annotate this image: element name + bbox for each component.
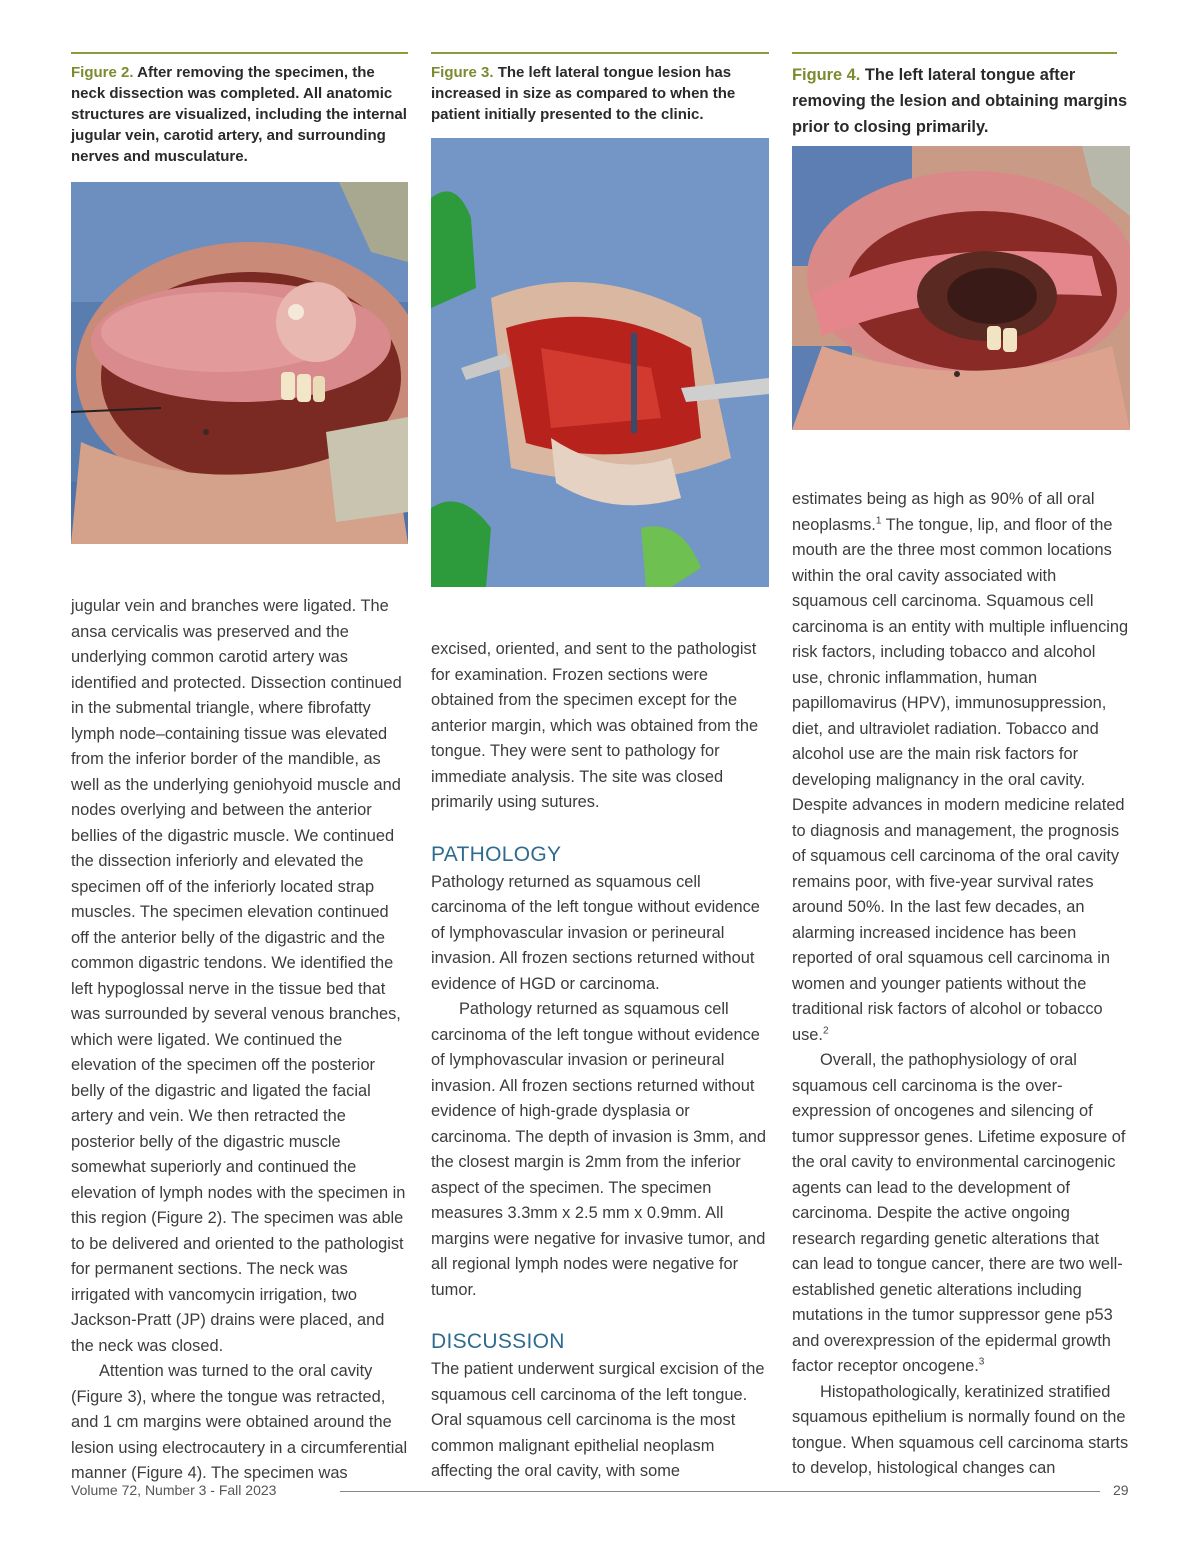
col2-body (431, 637, 769, 1485)
col2-paragraph-1: excised, oriented, and sent to the pathologist for examination. Frozen sections were obtained from the specimen except for the anterior margin, which was obtained from the tongue. They were sent to pathology for immediate analysis. The site was closed primarily using sutures. (431, 640, 759, 811)
col3-paragraph-2-text: Overall, the pathophysiology of oral squamous cell carcinoma is the over-expression of oncogenes and silencing of tumor suppressor genes. Lifetime exposure of the oral cavity to environmental carcinogenic agents can lead to the development of carcinoma. Despite the active ongoing research regarding genetic alterations that can lead to tongue cancer, there are two well-established genetic alterations including mutations in the tumor suppressor gene p53 and overexpression of the epidermal growth factor receptor oncogene. (792, 1051, 1126, 1375)
figure-2-text: After removing the specimen, the neck dissection was completed. All anatomic structures are visualized, including the internal jugular vein, carotid artery, and surrounding nerves and musculature. (71, 64, 407, 165)
figure-4-text: The left lateral tongue after removing the lesion and obtaining margins prior to closing primarily. (792, 66, 1128, 136)
col2-paragraph-2: Pathology returned as squamous cell carcinoma of the left tongue without evidence of lymphovascular invasion or perineural invasion. All frozen sections returned without evidence of HGD or carcinoma. (431, 872, 760, 993)
figure-2-photo (71, 182, 408, 544)
figure-3-text: The left lateral tongue lesion has increased in size as compared to when the patient initially presented to the clinic. (431, 64, 736, 123)
figure-4-caption (792, 62, 1130, 140)
discussion-heading: DISCUSSION (431, 1330, 565, 1353)
figure-3-caption (431, 62, 769, 125)
col3-paragraph-1-a: estimates being as high as 90% of all oral neoplasms. (792, 490, 1095, 534)
caption-rule (792, 52, 1117, 54)
col1-paragraph-2: Attention was turned to the oral cavity (Figure 3), where the tongue was retracted, and 1 cm margins were obtained around the lesion using electrocautery in a circumferential manner (Figure 4). The specimen was (71, 1362, 408, 1482)
reference-3: 3 (978, 1356, 985, 1368)
page-number: 29 (1113, 1482, 1129, 1498)
figure-4-photo (792, 146, 1130, 430)
reference-1: 1 (875, 515, 882, 527)
caption-rule (431, 52, 769, 54)
figure-3-label: Figure 3. (431, 64, 494, 81)
col3-paragraph-2 (792, 1048, 1130, 1380)
col3-paragraph-3: Histopathologically, keratinized stratified squamous epithelium is normally found on the tongue. When squamous cell carcinoma starts to develop, histological changes can (792, 1382, 1129, 1477)
figure-4-label: Figure 4. (792, 66, 861, 84)
figure-2-label: Figure 2. (71, 64, 134, 81)
col1-paragraph-1: jugular vein and branches were ligated. The ansa cervicalis was preserved and the underlying common carotid artery was identified and protected. Dissection continued in the submental triangle, where fibrofatty lymph node–containing tissue was elevated from the inferior border of the mandible, as well as the underlying geniohyoid muscle and nodes overlying and between the anterior bellies of the digastric muscle. We continued the dissection inferiorly and elevated the specimen off of the inferiorly located strap muscles. The specimen elevation continued off the anterior belly of the digastric and the common digastric tendons. We identified the left hypoglossal nerve in the tissue bed that was surrounded by several venous branches, which were ligated. We continued the elevation of the specimen off the posterior belly of the digastric and ligated the facial artery and vein. We then retracted the posterior belly of the digastric muscle somewhat superiorly and continued the elevation of lymph nodes with the specimen in this region (Figure 2). The specimen was able to be delivered and oriented to the pathologist for permanent sections. The neck was irrigated with vancomycin irrigation, two Jackson-Pratt (JP) drains were placed, and the neck was closed. (71, 597, 406, 1355)
reference-2: 2 (822, 1025, 829, 1037)
col1-body (71, 594, 408, 1487)
col3-paragraph-1-b: The tongue, lip, and floor of the mouth are the three most common locations within the oral cavity associated with squamous cell carcinoma. Squamous cell carcinoma is an entity with multiple influencing risk factors, including tobacco and alcohol use, chronic inflammation, human papillomavirus (HPV), immunosuppression, diet, and ultraviolet radiation. Tobacco and alcohol use are the main risk factors for developing malignancy in the oral cavity. Despite advances in modern medicine related to diagnosis and management, the prognosis of squamous cell carcinoma of the oral cavity remains poor, with five-year survival rates around 50%. In the last few decades, an alarming increased incidence has been reported of oral squamous cell carcinoma in women and younger patients without the traditional risk factors of alcohol or tobacco use. (792, 515, 1129, 1044)
col3-body (792, 487, 1130, 1482)
footer-volume: Volume 72, Number 3 - Fall 2023 (71, 1482, 277, 1498)
footer-rule (340, 1491, 1100, 1492)
figure-3-photo (431, 138, 769, 587)
pathology-heading: PATHOLOGY (431, 842, 562, 866)
col2-paragraph-3: Pathology returned as squamous cell carcinoma of the left tongue without evidence of lymphovascular invasion or perineural invasion. All frozen sections returned without evidence of high-grade dysplasia or carcinoma. The depth of invasion is 3mm, and the closest margin is 2mm from the inferior aspect of the specimen. The specimen measures 3.3mm x 2.5 mm x 0.9mm. All margins were negative for invasive tumor, and all regional lymph nodes were negative for tumor. (431, 1000, 766, 1299)
caption-rule (71, 52, 408, 54)
col3-paragraph-1 (792, 487, 1130, 1048)
figure-2-caption (71, 62, 408, 167)
col2-paragraph-4: The patient underwent surgical excision of the squamous cell carcinoma of the left tongue. Oral squamous cell carcinoma is the most common malignant epithelial neoplasm affecting the oral cavity, with some (431, 1360, 765, 1480)
